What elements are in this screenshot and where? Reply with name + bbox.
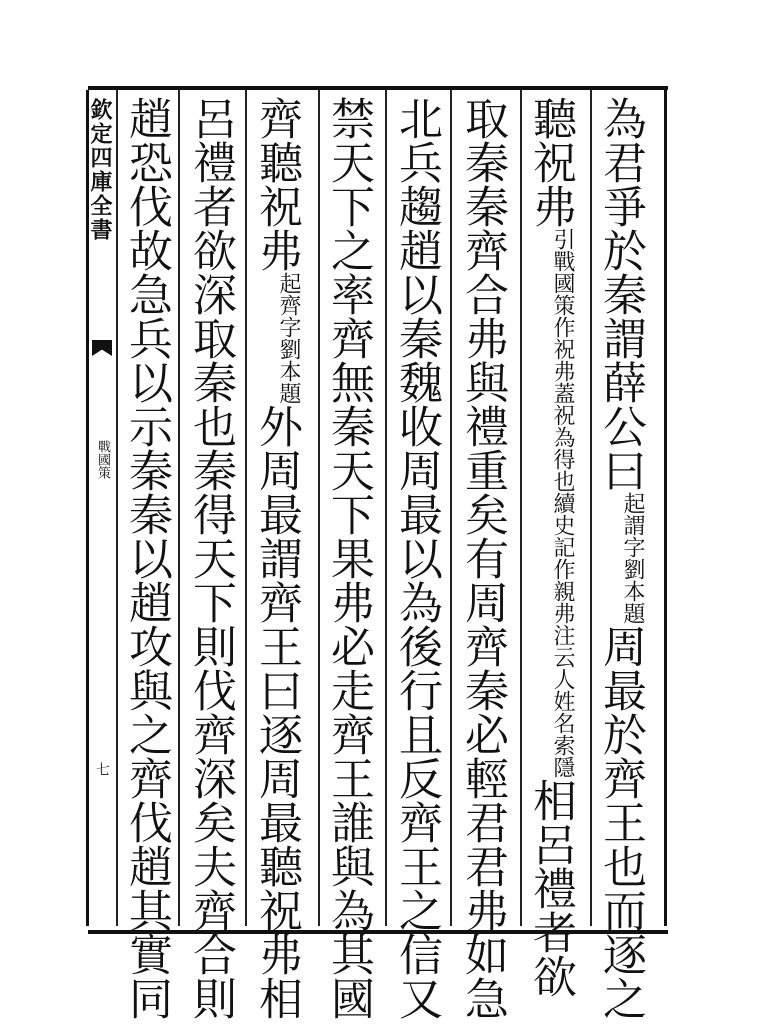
column-rule — [245, 90, 247, 926]
text-column-6 — [251, 96, 302, 1020]
text-column-8 — [121, 96, 172, 1020]
annotation-line: 劉本題 — [620, 558, 645, 624]
main-text: 北兵趨趙以秦魏收周最以為後行且反齊王之信又 — [391, 96, 442, 1020]
main-text: 為君爭於秦謂薛公曰 — [595, 96, 646, 492]
annotation-line: 劉本題 — [276, 338, 301, 404]
main-text: 趙恐伐故急兵以示秦秦以趙攻與之齊伐趙其實同 — [121, 96, 172, 1020]
text-column-5 — [323, 96, 374, 1020]
column-rule — [590, 90, 592, 926]
main-text: 外周最謂齊王曰逐周最聽祝弗相 — [251, 404, 302, 1020]
spine — [87, 90, 114, 926]
text-column-4 — [391, 96, 442, 1020]
column-rule — [318, 90, 320, 926]
text-column-7 — [185, 96, 236, 1020]
annotation — [550, 228, 574, 778]
column-rule — [520, 90, 522, 926]
text-column-1 — [595, 96, 646, 1020]
text-column-3 — [457, 96, 508, 1020]
main-text: 齊聽祝弗 — [251, 96, 302, 272]
column-rule — [116, 90, 118, 926]
main-text: 禁天下之率齊無秦天下果弗必走齊王誰與為其國 — [323, 96, 374, 1020]
main-text: 相呂禮者欲 — [525, 778, 576, 998]
main-text: 呂禮者欲深取秦也秦得天下則伐齊深矣夫齊合則 — [185, 96, 236, 1020]
annotation-line: 引戰國策作祝弗蓋祝為得也 — [550, 228, 575, 492]
text-column-2 — [525, 96, 576, 998]
spine-book-title: 欽定四庫全書 — [87, 98, 113, 242]
annotation-line: 起謂字 — [620, 492, 645, 558]
text-frame — [88, 86, 668, 934]
annotation — [276, 272, 300, 404]
main-text: 聽祝弗 — [525, 96, 576, 228]
main-text: 取秦秦齊合弗與禮重矣有周齊秦必輕君君弗如急 — [457, 96, 508, 1020]
column-rule — [178, 90, 180, 926]
annotation — [620, 492, 644, 624]
annotation-line: 起齊字 — [276, 272, 301, 338]
column-rule — [385, 90, 387, 926]
main-text: 周最於齊王也而逐之 — [595, 624, 646, 1020]
spine-section-title: 戰國策 — [95, 440, 110, 479]
spine-page-number: 七 — [94, 762, 110, 776]
column-rule — [450, 90, 452, 926]
annotation-line: 續史記作親弗注云人姓名索隱 — [550, 492, 575, 778]
